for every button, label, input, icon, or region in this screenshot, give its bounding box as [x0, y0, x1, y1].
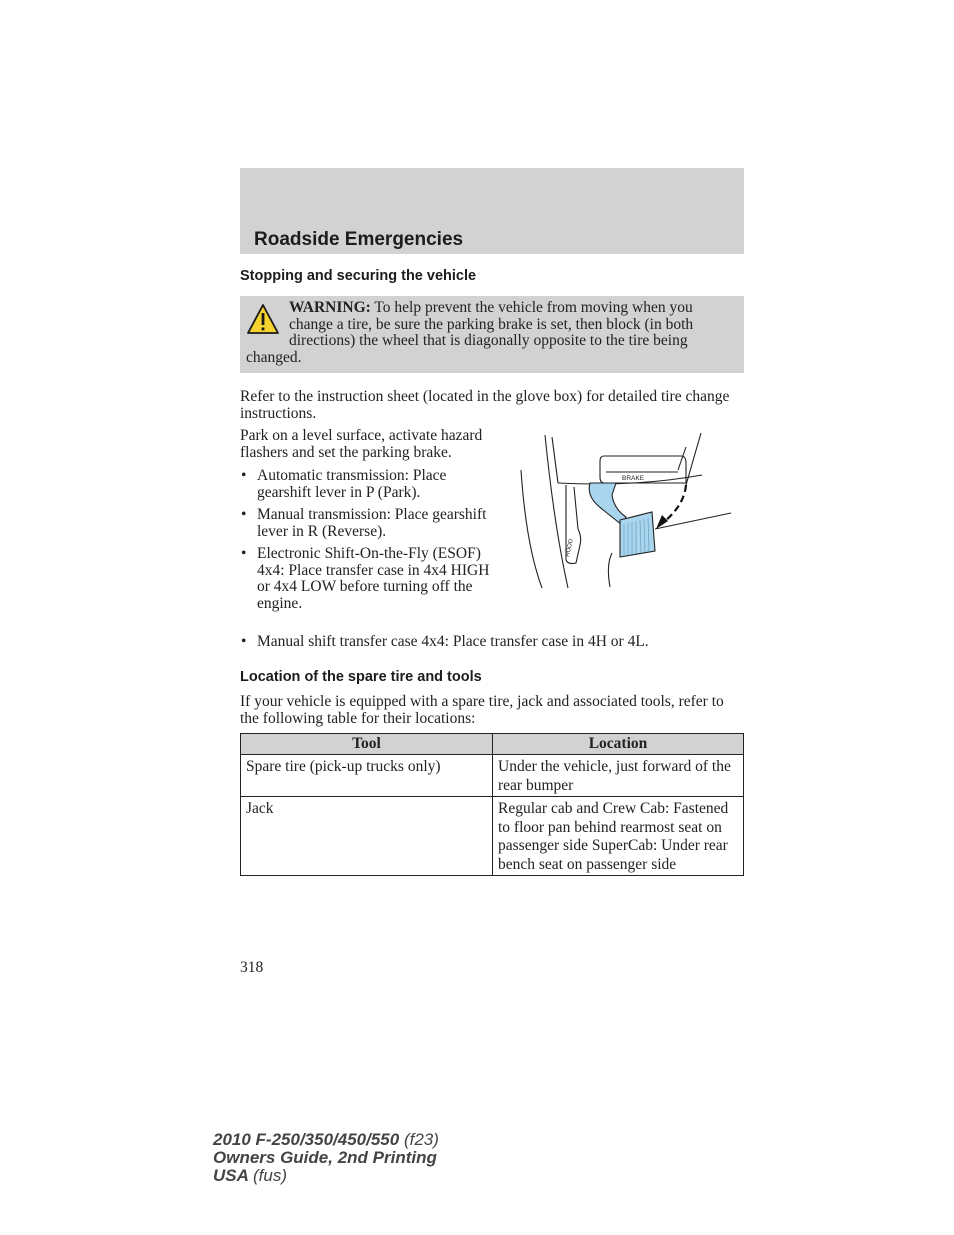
list-item-text: Automatic transmission: Place gearshift lever in P (Park).	[257, 467, 447, 501]
page-number: 318	[240, 959, 264, 976]
spare-intro-text: If your vehicle is equipped with a spare tire, jack and associated tools, refer to the following table for their locations:	[240, 693, 724, 727]
list-item-text: Manual shift transfer case 4x4: Place transfer case in 4H or 4L.	[257, 633, 649, 650]
transmission-list	[240, 468, 490, 612]
warning-triangle-icon	[246, 303, 280, 337]
list-item: • Automatic transmission: Place gearshift lever in P (Park).	[241, 467, 447, 501]
footer-market-code: (fus)	[253, 1166, 287, 1185]
footer-model: 2010 F-250/350/450/550	[213, 1130, 400, 1149]
footer-publication-info	[213, 1131, 439, 1185]
park-text: Park on a level surface, activate hazard flashers and set the parking brake.	[240, 427, 483, 461]
list-item-text: Electronic Shift-On-the-Fly (ESOF) 4x4: Place transfer case in 4x4 HIGH or 4x4 LOW before turning off the engine.	[257, 545, 490, 612]
table-cell-location: Under the vehicle, just forward of the rear bumper	[493, 755, 744, 797]
list-item: • Manual shift transfer case 4x4: Place transfer case in 4H or 4L.	[241, 633, 649, 650]
list-item: • Electronic Shift-On-the-Fly (ESOF) 4x4: Place transfer case in 4x4 HIGH or 4x4 LOW before turning off the engine.	[241, 545, 490, 612]
brake-pedal	[620, 512, 655, 557]
stopping-intro	[240, 389, 744, 422]
table-row	[241, 797, 744, 876]
footer-edition: Owners Guide, 2nd Printing	[213, 1148, 437, 1167]
column-header-tool: Tool	[241, 734, 493, 755]
warning-text	[246, 300, 732, 366]
table-cell-location: Regular cab and Crew Cab: Fastened to floor pan behind rearmost seat on passenger side SuperCab: Under rear bench seat on passenger side	[493, 797, 744, 876]
section-title: Roadside Emergencies	[254, 229, 464, 250]
table-header-row	[241, 734, 744, 755]
parking-brake-illustration	[516, 425, 736, 595]
footer-market: USA	[213, 1166, 249, 1185]
list-item-text: Manual transmission: Place gearshift lever in R (Reverse).	[257, 506, 487, 540]
footer-model-code: (f23)	[403, 1130, 439, 1149]
manual-shift-item	[240, 634, 744, 657]
warning-body: To help prevent the vehicle from moving when you change a tire, be sure the parking brake is set, then block (in both directions) the wheel that is diagonally opposite to the tire being changed.	[246, 299, 694, 366]
list-item: • Manual transmission: Place gearshift lever in R (Reverse).	[241, 506, 487, 540]
column-header-location: Location	[493, 734, 744, 755]
brake-label: BRAKE	[622, 475, 645, 482]
table-row	[241, 755, 744, 797]
tool-location-table	[240, 733, 744, 876]
stopping-heading: Stopping and securing the vehicle	[240, 268, 477, 284]
stopping-intro-text: Refer to the instruction sheet (located in the glove box) for detailed tire change instructions.	[240, 388, 730, 422]
spare-heading: Location of the spare tire and tools	[240, 669, 482, 685]
park-instructions	[240, 428, 490, 618]
pedal-arm	[589, 483, 626, 525]
table-cell-tool: Jack	[241, 797, 493, 876]
hood-label: HOOD	[565, 538, 575, 558]
warning-box	[240, 296, 744, 373]
table-cell-tool: Spare tire (pick-up trucks only)	[241, 755, 493, 797]
spare-intro	[240, 694, 744, 727]
section-header-band	[240, 168, 744, 254]
warning-label: WARNING:	[289, 299, 371, 316]
